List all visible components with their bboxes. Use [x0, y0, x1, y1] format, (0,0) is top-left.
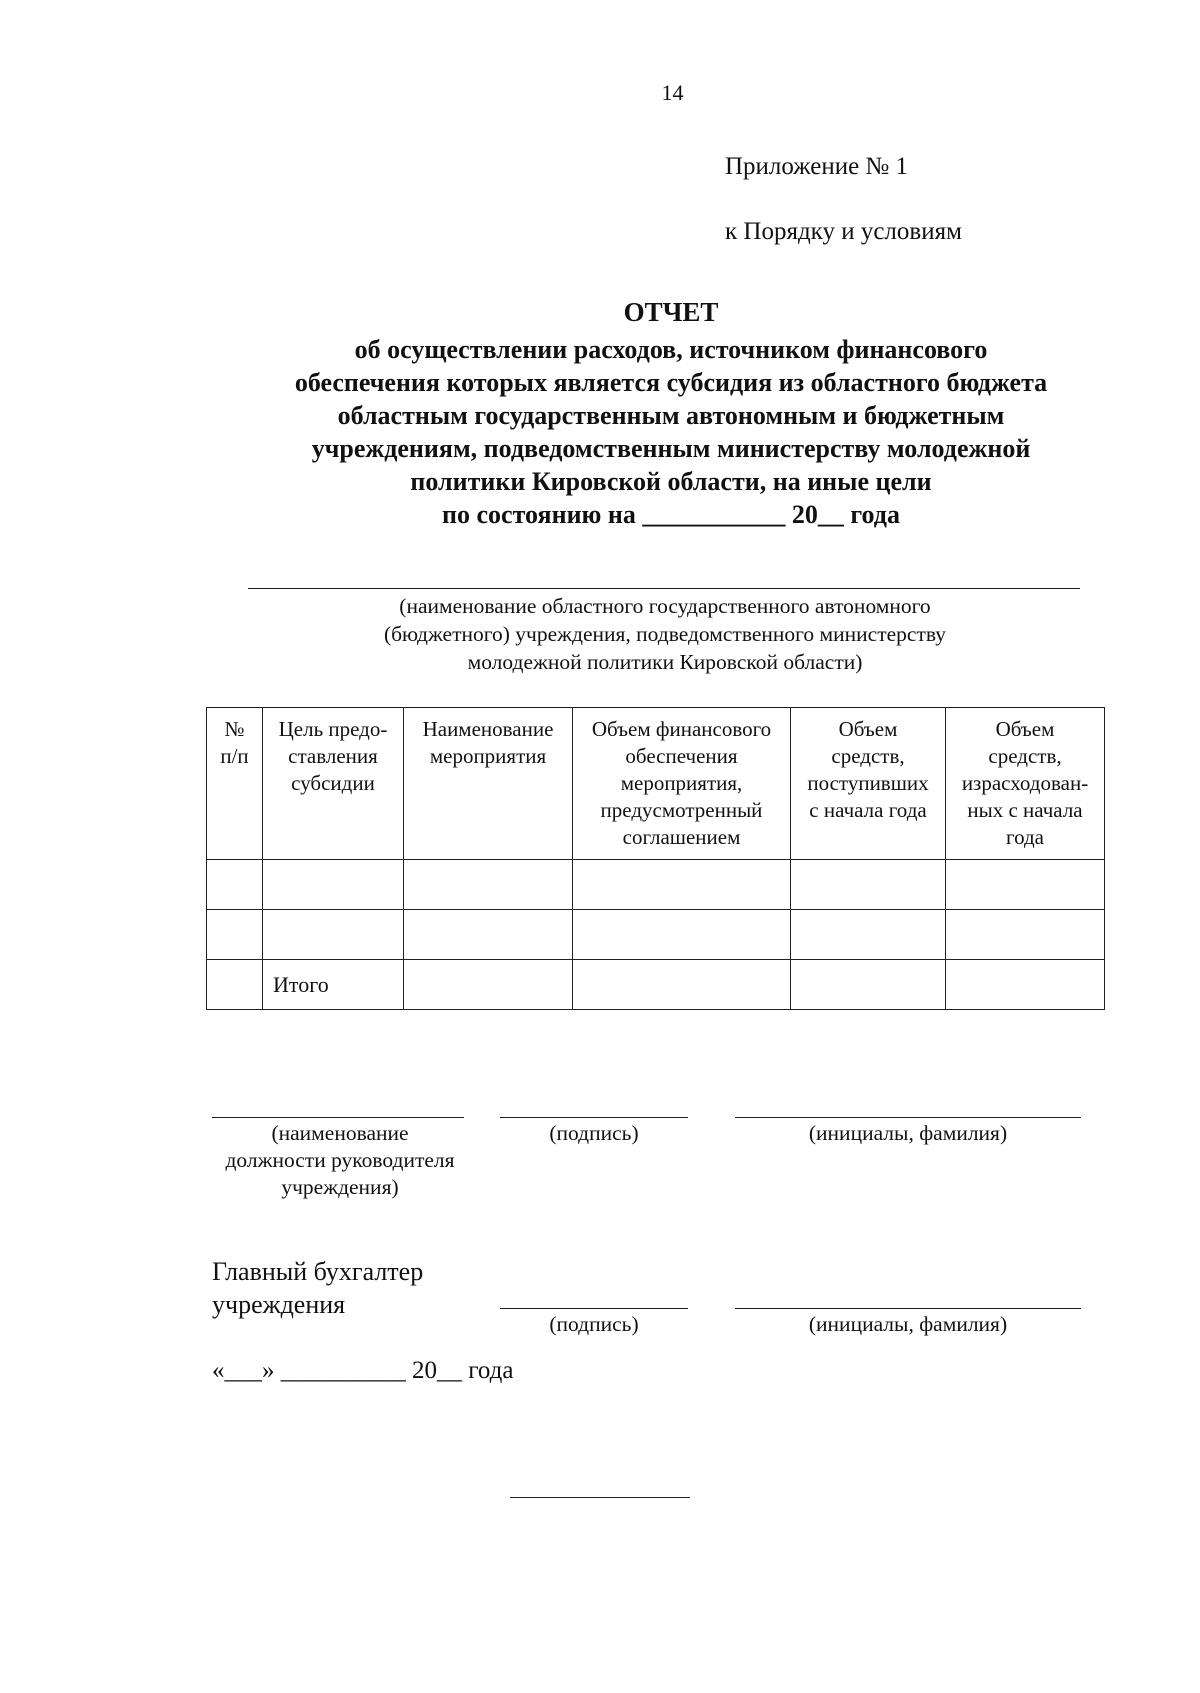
- header-subsidy-purpose: [263, 708, 404, 860]
- table-header-row: [207, 708, 1105, 860]
- caption-line: (бюджетного) учреждения, подведомственного министерству: [383, 622, 947, 646]
- accountant-name-blank-line: [735, 1308, 1081, 1309]
- header-text: года: [1006, 825, 1044, 849]
- table-row: [207, 910, 1105, 960]
- table-cell: [404, 910, 573, 960]
- caption-line: (наименование: [271, 1121, 409, 1145]
- table-row: [207, 860, 1105, 910]
- report-subtitle: [250, 333, 1092, 531]
- header-text: Цель предо-: [278, 717, 388, 741]
- page-number: 14: [661, 80, 684, 105]
- table-cell: [946, 910, 1105, 960]
- header-text: соглашением: [622, 825, 741, 849]
- header-text: Объем: [995, 717, 1055, 741]
- report-title: ОТЧЕТ: [623, 297, 719, 327]
- header-text: с начала года: [809, 798, 927, 822]
- header-text: мероприятия,: [620, 771, 743, 795]
- table-cell: [946, 960, 1105, 1010]
- header-activity-name: [404, 708, 573, 860]
- accountant-line: Главный бухгалтер: [212, 1257, 424, 1286]
- subtitle-line: политики Кировской области, на иные цели: [410, 467, 932, 496]
- header-text: Объем финансового: [591, 717, 772, 741]
- caption-line: молодежной политики Кировской области): [467, 650, 863, 674]
- total-label: Итого: [263, 960, 404, 1010]
- caption-line: должности руководителя: [225, 1148, 455, 1172]
- header-text: израсходован-: [961, 771, 1089, 795]
- accountant-name-caption: (инициалы, фамилия): [808, 1312, 1008, 1336]
- table-cell: [207, 910, 263, 960]
- header-text: средств,: [831, 744, 905, 768]
- header-text: субсидии: [291, 771, 375, 795]
- header-text: Объем: [838, 717, 898, 741]
- header-text: №: [224, 717, 245, 741]
- table-cell: [263, 860, 404, 910]
- header-text: ных с начала: [967, 798, 1083, 822]
- position-blank-line: [212, 1117, 464, 1118]
- date-line: «___» __________ 20__ года: [212, 1357, 514, 1384]
- table-cell: [946, 860, 1105, 910]
- org-name-caption: [230, 592, 1100, 676]
- closing-rule: [510, 1497, 690, 1498]
- table-cell: [573, 860, 791, 910]
- name-caption: (инициалы, фамилия): [808, 1121, 1008, 1145]
- subtitle-line: областным государственным автономным и бюджетным: [337, 401, 1005, 430]
- header-text: Наименование: [422, 717, 554, 741]
- header-text: предусмотренный: [600, 798, 763, 822]
- table-cell: [791, 960, 946, 1010]
- table-total-row: [207, 960, 1105, 1010]
- table-cell: [573, 960, 791, 1010]
- table-cell: [791, 860, 946, 910]
- header-number: [207, 708, 263, 860]
- table-cell: [404, 860, 573, 910]
- header-text: поступивших: [807, 771, 929, 795]
- signature-caption: (подпись): [549, 1121, 639, 1145]
- header-text: средств,: [988, 744, 1062, 768]
- table-cell: [207, 860, 263, 910]
- header-text: п/п: [220, 744, 249, 768]
- caption-line: (наименование областного государственного автономного: [399, 594, 931, 618]
- report-table: [206, 707, 1105, 1010]
- table-cell: [573, 910, 791, 960]
- header-text: ставления: [288, 744, 378, 768]
- position-caption: [200, 1120, 480, 1201]
- accountant-line: учреждения: [212, 1290, 346, 1319]
- header-text: обеспечения: [625, 744, 738, 768]
- name-blank-line: [735, 1117, 1081, 1118]
- chief-accountant-label: [212, 1255, 423, 1321]
- subtitle-line: учреждениям, подведомственным министерству молодежной: [311, 434, 1031, 463]
- header-funds-received: [791, 708, 946, 860]
- header-text: мероприятия: [429, 744, 547, 768]
- signature-blank-line: [500, 1117, 688, 1118]
- subtitle-date-line: по состоянию на ___________ 20__ года: [442, 500, 900, 529]
- org-name-blank-line: [248, 588, 1080, 589]
- header-funds-spent: [946, 708, 1105, 860]
- caption-line: учреждения): [281, 1175, 399, 1199]
- table-cell: [404, 960, 573, 1010]
- subtitle-line: обеспечения которых является субсидия из областного бюджета: [294, 368, 1048, 397]
- appendix-reference: к Порядку и условиям: [725, 218, 962, 245]
- subtitle-line: об осуществлении расходов, источником финансового: [354, 335, 988, 364]
- table-cell: [791, 910, 946, 960]
- accountant-signature-caption: (подпись): [549, 1312, 639, 1336]
- appendix-number: Приложение № 1: [725, 153, 909, 180]
- header-financing-volume: [573, 708, 791, 860]
- table-cell: [207, 960, 263, 1010]
- accountant-signature-blank-line: [500, 1308, 688, 1309]
- table-cell: [263, 910, 404, 960]
